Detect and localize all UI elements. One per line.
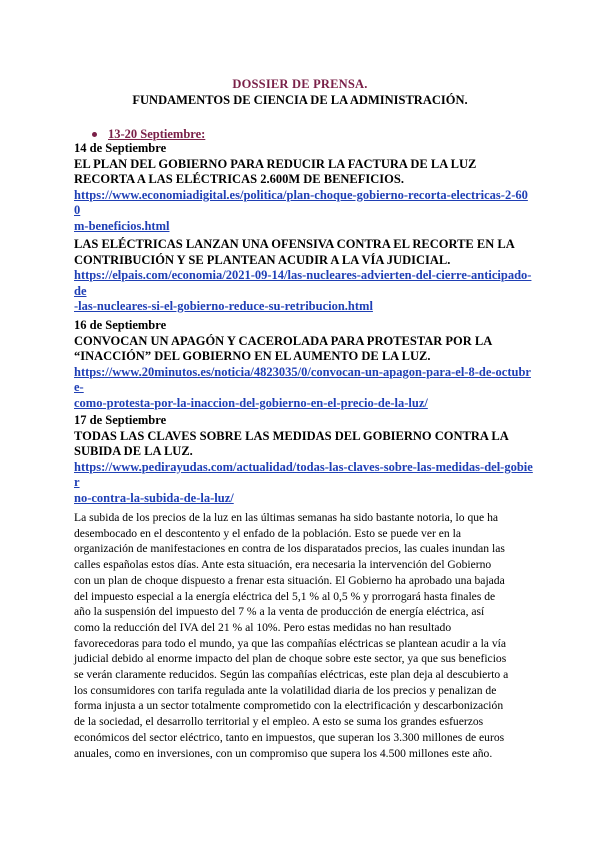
entry-date: 17 de Septiembre: [74, 413, 167, 427]
paragraph-line: La subida de los precios de la luz en las últimas semanas ha sido bastante notoria, lo que ha: [74, 511, 499, 524]
link-line[interactable]: https://elpais.com/economia/2021-09-14/las-nucleares-advierten-del-cierre-anticipado-de: [74, 268, 532, 298]
entry-headline: [74, 237, 534, 268]
paragraph-line: año la suspensión del impuesto del 7 % a la venta de producción de energía eléctrica, así: [74, 605, 485, 619]
dossier-title: DOSSIER DE PRENSA.: [232, 77, 368, 91]
paragraph-line: anuales, como en inversiones, con un compromiso que supera los 4.500 millones este año.: [74, 746, 493, 760]
headline-line: EL PLAN DEL GOBIERNO PARA REDUCIR LA FACTURA DE LA LUZ: [74, 156, 477, 171]
headline-line: CONVOCAN UN APAGÓN Y CACEROLADA PARA PROTESTAR POR LA: [74, 333, 493, 348]
paragraph-line: favorecedoras para todo el mundo, ya que las compañías eléctricas se plantean acudir a la vía: [74, 636, 506, 650]
link-line[interactable]: -las-nucleares-si-el-gobierno-reduce-su-retribucion.html: [74, 299, 373, 313]
entry-date: 14 de Septiembre: [74, 141, 167, 155]
entry-headline: [74, 429, 534, 460]
entry-link[interactable]: [74, 188, 534, 235]
entry-link[interactable]: [74, 365, 534, 412]
entry-link[interactable]: [74, 460, 534, 507]
course-title: FUNDAMENTOS DE CIENCIA DE LA ADMINISTRACIÓN.: [132, 93, 468, 107]
link-line[interactable]: no-contra-la-subida-de-la-luz/: [74, 490, 234, 505]
headline-line: CONTRIBUCIÓN Y SE PLANTEAN ACUDIR A LA VÍA JUDICIAL.: [74, 252, 451, 267]
paragraph-line: se verán claramente reducidos. Según las compañías eléctricas, este plan deja al descubierto a: [74, 668, 509, 682]
paragraph-line: forma injusta a un sector totalmente comprometido con la electrificación y descarbonización: [74, 699, 504, 713]
entry-link[interactable]: [74, 268, 534, 315]
paragraph-line: los consumidores con tarifa regulada ante la volatilidad diaria de los precios y penalizan de: [74, 683, 497, 697]
summary-paragraph: [74, 510, 527, 761]
paragraph-line: de la sociedad, el desarrollo territorial y el empleo. A esto se suma los grandes esfuerzos: [74, 715, 484, 729]
paragraph-line: calles españolas estos días. Ante esta situación, era necesaria la intervención del Gobierno: [74, 558, 492, 572]
paragraph-line: judicial debido al enorme impacto del plan de choque sobre este sector, ya que sus beneficios: [74, 652, 507, 666]
link-line[interactable]: https://www.pedirayudas.com/actualidad/todas-las-claves-sobre-las-medidas-del-gobier: [74, 459, 533, 489]
paragraph-line: desembocado en el descontento y el enfado de la población. Esto se puede ver en la: [74, 526, 461, 540]
paragraph-line: organización de manifestaciones en contra de los disparatados precios, las cuales inundan las: [74, 542, 505, 556]
headline-line: TODAS LAS CLAVES SOBRE LAS MEDIDAS DEL GOBIERNO CONTRA LA: [74, 428, 509, 443]
link-line[interactable]: m-beneficios.html: [74, 218, 170, 233]
bullet-icon: [92, 132, 97, 137]
week-bullet: [92, 127, 205, 142]
paragraph-line: económicos del sector eléctrico, tanto en impuestos, que superan los 3.300 millones de euros: [74, 730, 505, 744]
paragraph-line: del impuesto especial a la energía eléctrica del 5,1 % al 0,5 % y prorrogará hasta finales de: [74, 589, 496, 603]
news-entry-3: [74, 318, 534, 411]
link-line[interactable]: https://www.economiadigital.es/politica/plan-choque-gobierno-recorta-electricas-2-600: [74, 187, 528, 217]
paragraph-line: con un plan de choque dispuesto a frenar esta situación. El Gobierno ha aprobado una bajada: [74, 573, 505, 587]
entry-headline: [74, 157, 534, 188]
link-line[interactable]: https://www.20minutos.es/noticia/4823035/0/convocan-un-apagon-para-el-8-de-octubre-: [74, 364, 531, 394]
news-entry-1: [74, 141, 534, 234]
entry-headline: [74, 334, 534, 365]
news-entry-2: [74, 237, 534, 315]
headline-line: “INACCIÓN” DEL GOBIERNO EN EL AUMENTO DE LA LUZ.: [74, 349, 431, 363]
news-entry-4: [74, 413, 534, 506]
link-line[interactable]: como-protesta-por-la-inaccion-del-gobierno-en-el-precio-de-la-luz/: [74, 395, 428, 410]
headline-line: RECORTA A LAS ELÉCTRICAS 2.600M DE BENEFICIOS.: [74, 172, 404, 186]
paragraph-line: como la reducción del IVA del 21 % al 10%. Pero estas medidas no han resultado: [74, 620, 452, 634]
headline-line: LAS ELÉCTRICAS LANZAN UNA OFENSIVA CONTRA EL RECORTE EN LA: [74, 237, 515, 251]
headline-line: SUBIDA DE LA LUZ.: [74, 444, 193, 458]
entry-date: 16 de Septiembre: [74, 318, 167, 332]
week-label[interactable]: 13-20 Septiembre:: [108, 127, 206, 141]
